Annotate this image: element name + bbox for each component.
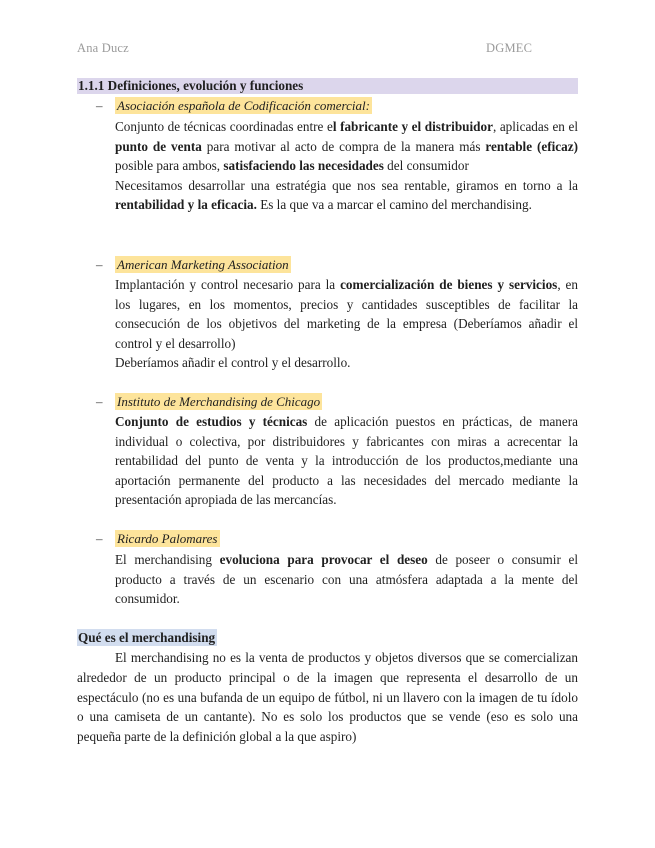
subsection-paragraph: El merchandising no es la venta de productos y objetos diversos que se comercializan alrededor de un producto principal o de la imagen que representa el desarrollo de un espectáculo (no es una bufanda de un equipo de fútbol, ni un llavero con la imagen de tu ídolo o una camiseta de un cantante). No es solo los productos que se vende (eso es solo una pequeña parte de la definición global a la que aspiro) <box>77 650 578 745</box>
definition-paragraph: Conjunto de estudios y técnicas de aplicación puestos en prácticas, de manera individual o colectiva, por distribuidores y fabricantes con miras a acrecentar la rentabilidad del punto de venta y la introducción de los productos,mediante una aportación permanente del producto a las necesidades del mercado mediante la presentación apropiada de las mercancías. <box>115 414 578 508</box>
bullet-dash: – <box>96 531 103 546</box>
header-code: DGMEC <box>486 41 533 55</box>
bullet-dash: – <box>96 257 103 272</box>
definition-source: Instituto de Merchandising de Chicago <box>117 394 321 409</box>
definition-paragraph: Conjunto de técnicas coordinadas entre el fabricante y el distribuidor, aplicadas en el punto de venta para motivar al acto de compra de la manera más rentable (eficaz) posible para ambos, satisfaciendo las necesidades del consumidor <box>115 119 578 174</box>
definition-body <box>115 117 578 215</box>
bullet-dash: – <box>96 394 103 409</box>
definition-source: Ricardo Palomares <box>117 531 218 546</box>
definition-paragraph: Necesitamos desarrollar una estratégia que nos sea rentable, giramos en torno a la rentabilidad y la eficacia. Es la que va a marcar el camino del merchandising. <box>115 177 578 213</box>
definition-body <box>115 275 578 373</box>
definition-body <box>115 550 578 609</box>
definition-source: American Marketing Association <box>117 257 289 272</box>
definition-body <box>115 412 578 510</box>
definition-paragraph: Deberíamos añadir el control y el desarrollo. <box>115 355 351 371</box>
definition-source: Asociación española de Codificación comercial: <box>117 98 370 113</box>
section-title: 1.1.1 Definiciones, evolución y funciones <box>77 78 578 94</box>
definition-paragraph: El merchandising evoluciona para provocar el deseo de poseer o consumir el producto a través de un escenario con una atmósfera adaptada a la mente del consumidor. <box>115 552 578 607</box>
bullet-dash: – <box>96 98 103 113</box>
definition-paragraph: Implantación y control necesario para la comercialización de bienes y servicios, en los lugares, en los momentos, precios y cantidades susceptibles de facilitar la consecución de los objetivos del marketing de la empresa (Deberíamos añadir el control y el desarrollo) <box>115 277 578 351</box>
header-author: Ana Ducz <box>77 41 129 55</box>
subsection-title: Qué es el merchandising <box>78 630 216 645</box>
